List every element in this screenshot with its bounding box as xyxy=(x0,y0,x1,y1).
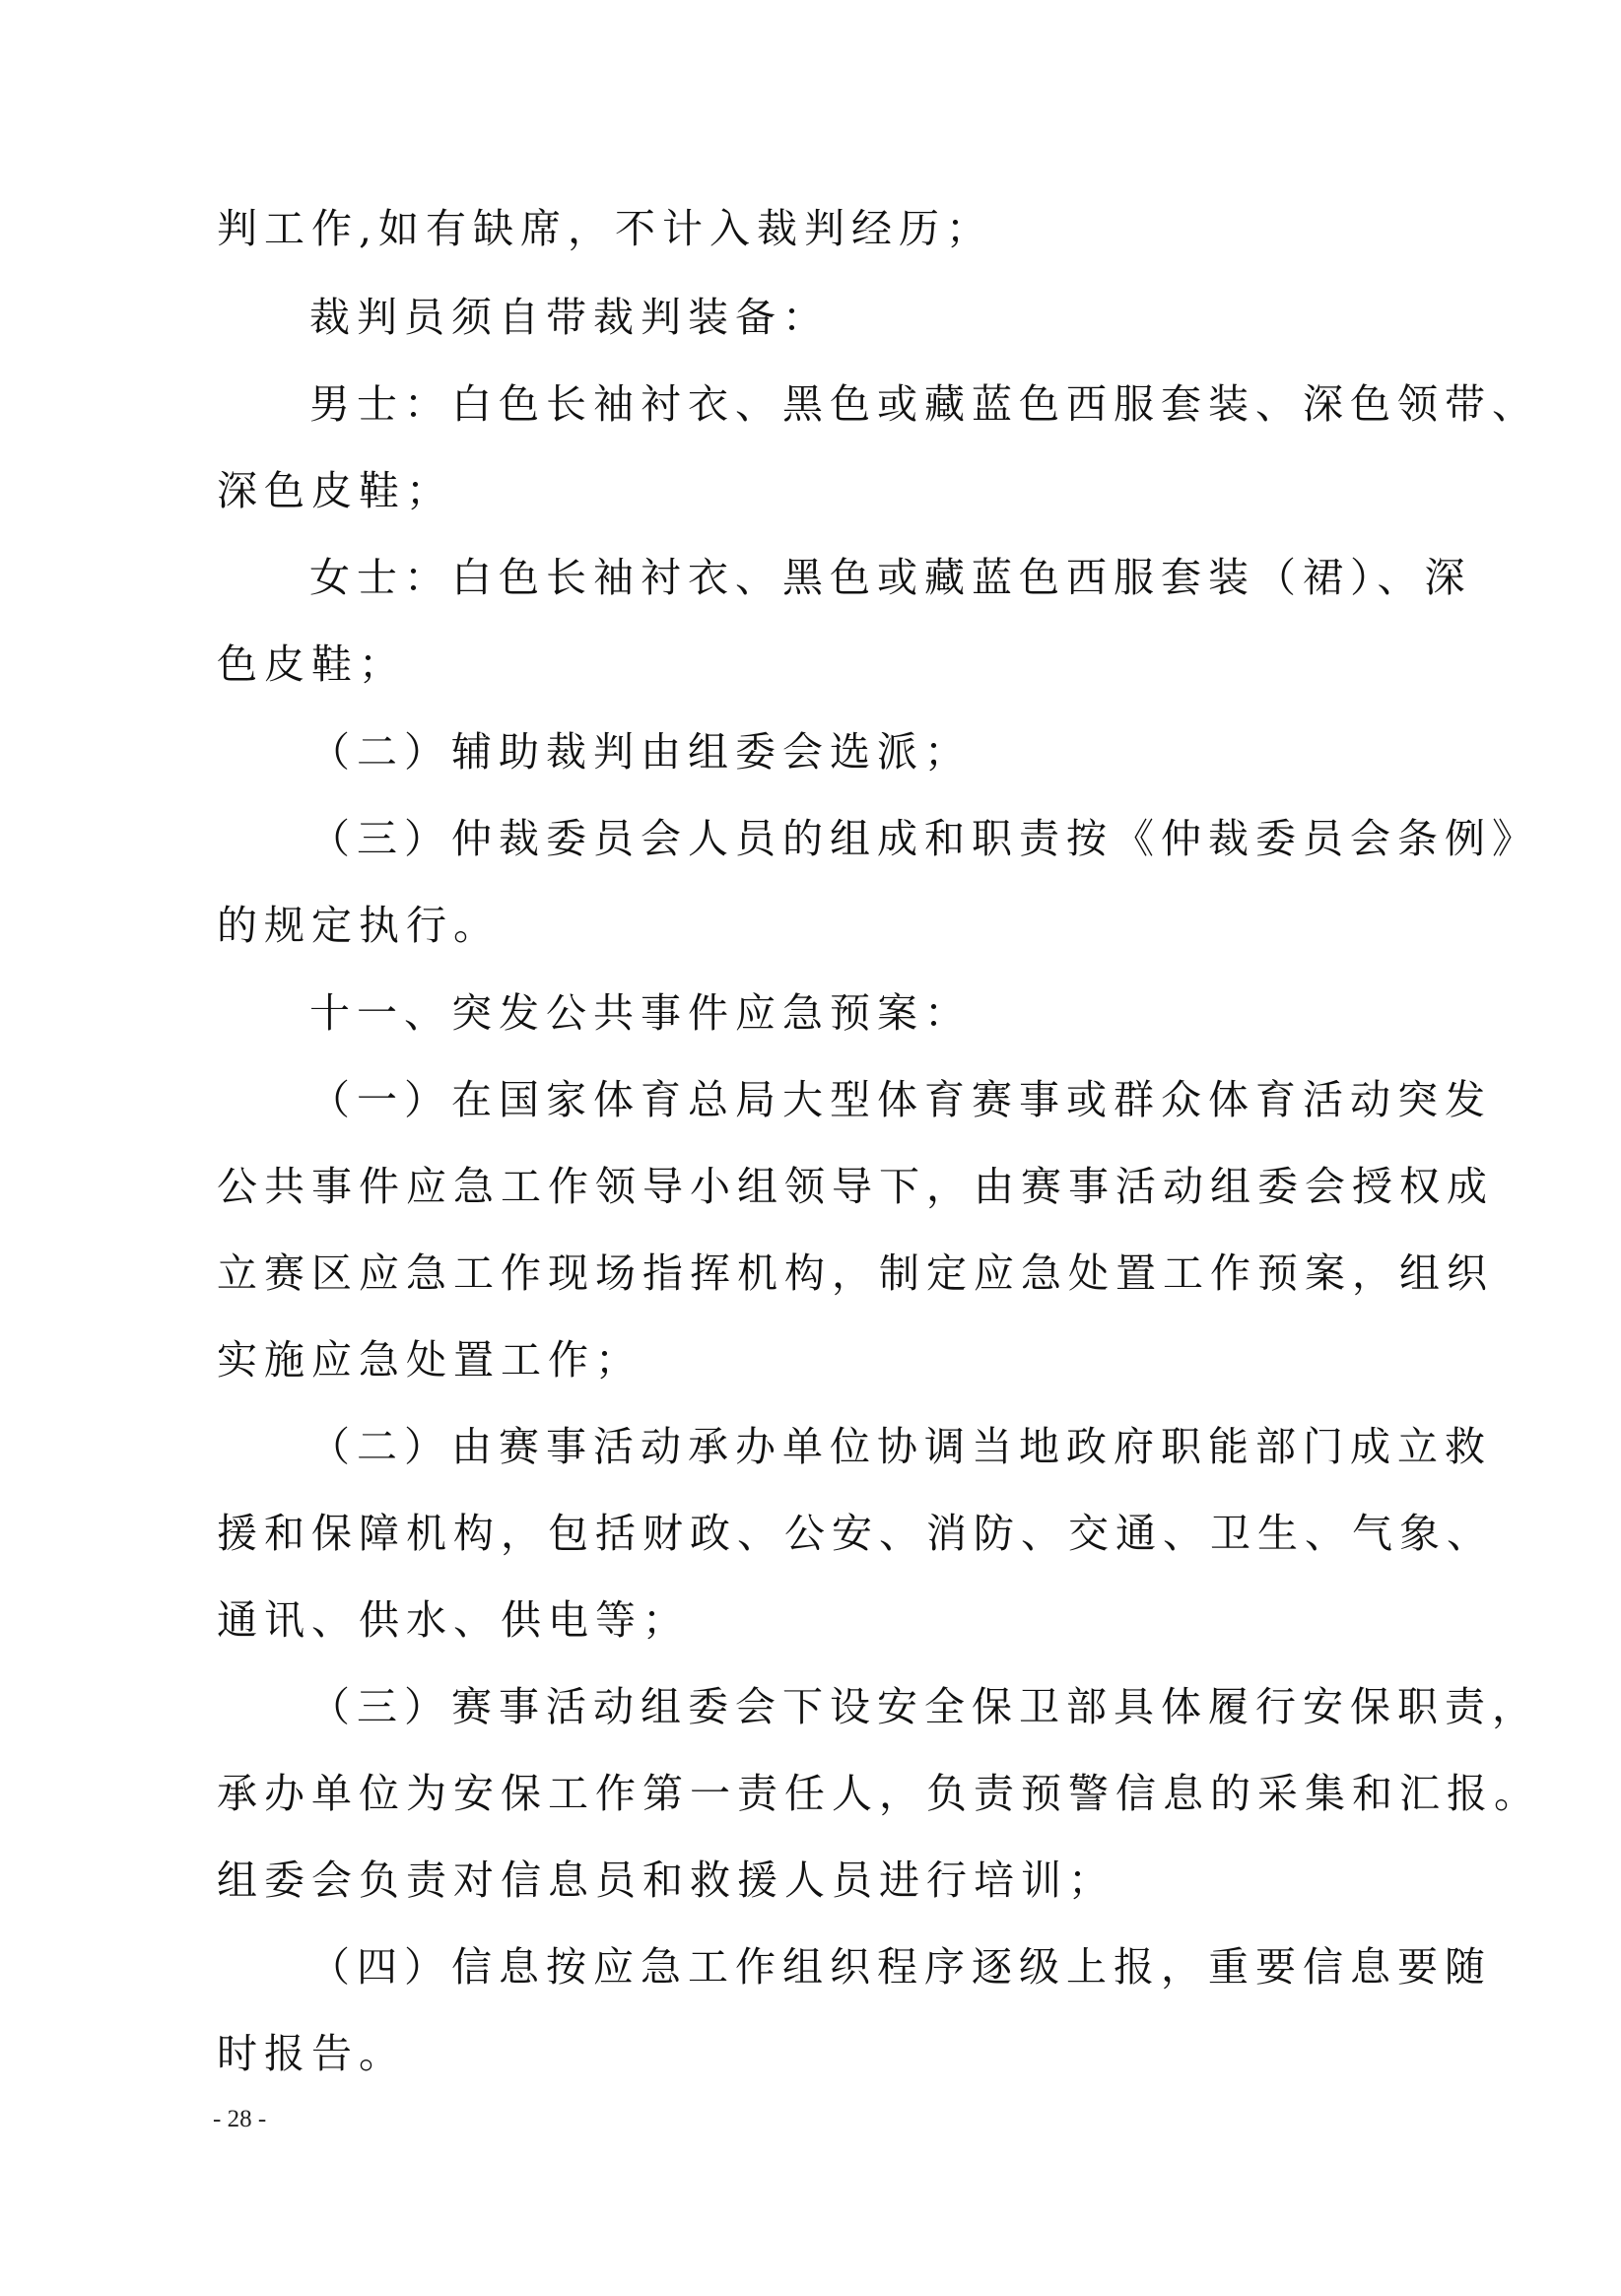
text-line: 判工作,如有缺席，不计入裁判经历； xyxy=(217,205,994,252)
text-line: 男士：白色长袖衬衣、黑色或藏蓝色西服套装、深色领带、 xyxy=(309,380,1539,428)
page-number: - 28 - xyxy=(213,2106,267,2132)
text-line: 组委会负责对信息员和救援人员进行培训； xyxy=(217,1857,1115,1904)
text-line: 色皮鞋； xyxy=(217,641,406,688)
text-line: 承办单位为安保工作第一责任人，负责预警信息的采集和汇报。 xyxy=(217,1770,1541,1817)
text-line: （四）信息按应急工作组织程序逐级上报，重要信息要随 xyxy=(309,1943,1492,1991)
text-line: 深色皮鞋； xyxy=(217,467,453,514)
text-line: 十一、突发公共事件应急预案： xyxy=(309,989,972,1037)
text-line: 援和保障机构，包括财政、公安、消防、交通、卫生、气象、 xyxy=(217,1510,1494,1557)
text-line: 女士：白色长袖衬衣、黑色或藏蓝色西服套装（裙）、深 xyxy=(309,554,1472,601)
text-line: （三）赛事活动组委会下设安全保卫部具体履行安保职责， xyxy=(309,1683,1539,1730)
text-line: 的规定执行。 xyxy=(217,902,501,949)
text-line: 裁判员须自带裁判装备： xyxy=(309,294,830,341)
text-line: 时报告。 xyxy=(217,2030,406,2077)
text-line: （二）由赛事活动承办单位协调当地政府职能部门成立救 xyxy=(309,1423,1492,1470)
text-line: 实施应急处置工作； xyxy=(217,1336,642,1384)
text-line: 立赛区应急工作现场指挥机构，制定应急处置工作预案，组织 xyxy=(217,1249,1494,1297)
text-line: （三）仲裁委员会人员的组成和职责按《仲裁委员会条例》 xyxy=(309,815,1539,862)
text-line: （二）辅助裁判由组委会选派； xyxy=(309,728,972,776)
text-line: 通讯、供水、供电等； xyxy=(217,1596,690,1644)
text-line: （一）在国家体育总局大型体育赛事或群众体育活动突发 xyxy=(309,1076,1492,1123)
text-line: 公共事件应急工作领导小组领导下，由赛事活动组委会授权成 xyxy=(217,1163,1494,1210)
